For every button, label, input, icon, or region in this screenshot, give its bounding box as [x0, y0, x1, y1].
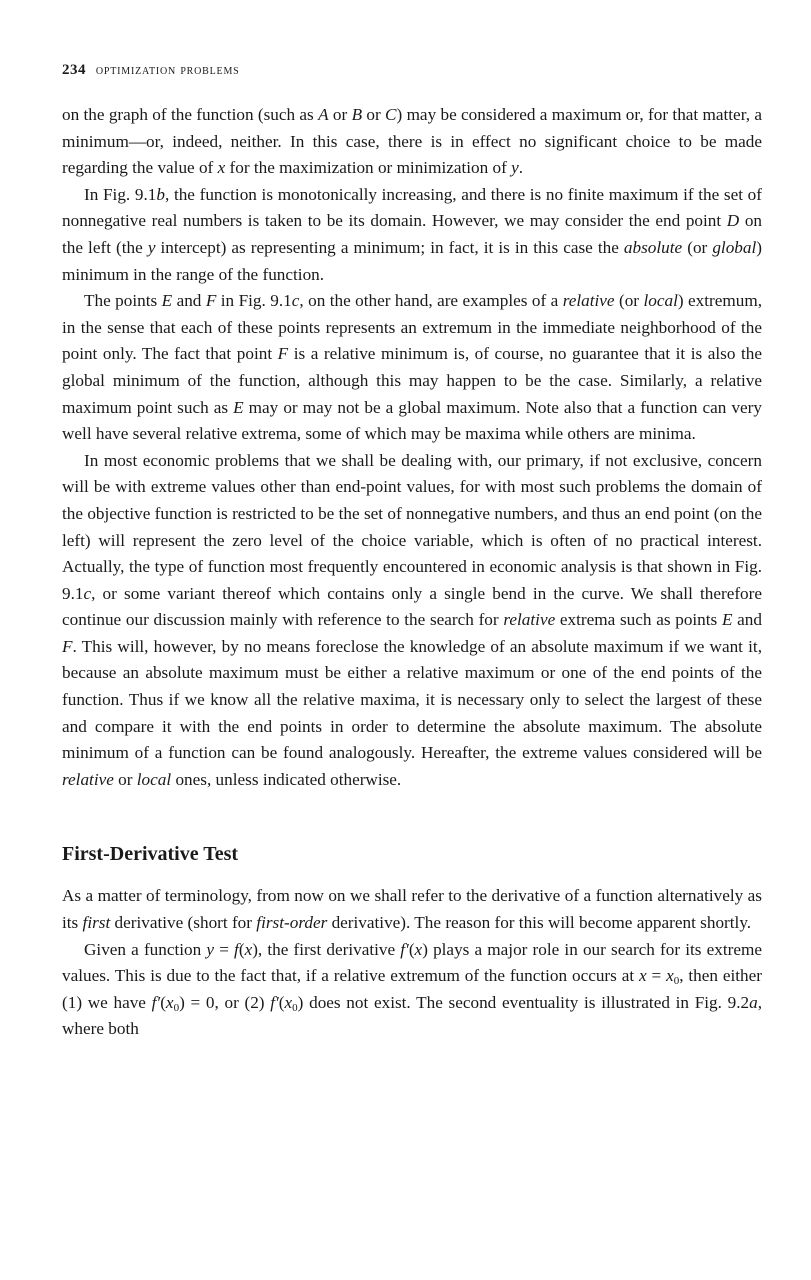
paragraph-s2: Given a function y = f(x), the first derivative f′(x) plays a major role in our search for its extreme values. This is due to the fact that, if a relative extremum of the function occurs at $x = x_0$, then either (1) we have $f'(x_0) = 0$, or (2) $f'(x_0)$ does not exist. The second eventuality is illustrated in Fig. 9.2a, where both: [62, 939, 763, 1039]
running-head: [62, 62, 762, 80]
paragraph-s1: As a matter of terminology, from now on we shall refer to the derivative of a function alternatively as its first derivative (short for first-order derivative). The reason for this will become apparent shortly.: [62, 886, 762, 933]
paragraph-p3: The points E and F in Fig. 9.1c, on the other hand, are examples of a relative (or local) extremum, in the sense that each of these points represents an extremum in the immediate neighborhood of the point only. The fact that point F is a relative minimum is, of course, no guarantee that it is also the global minimum of the function, although this may happen to be the case. Similarly, a relative maximum point such as E may or may not be a global maximum. Note also that a function can very well have several relative extrema, some of which may be maxima while others are minima.: [62, 291, 763, 444]
running-head-title: optimization problems: [95, 63, 240, 78]
book-page: [62, 62, 762, 1043]
paragraph-p4: In most economic problems that we shall be dealing with, our primary, if not exclusive, concern will be with extreme values other than end-point values, for with most such problems the domain of the objective function is restricted to be the set of nonnegative numbers, and thus an end point (on the left) will represent the zero level of the choice variable, which is often of no practical interest. Actually, the type of function most frequently encountered in economic analysis is that shown in Fig. 9.1c, or some variant thereof which contains only a single bend in the curve. We shall therefore continue our discussion mainly with reference to the search for relative extrema such as points E and F. This will, however, by no means foreclose the knowledge of an absolute maximum if we want it, because an absolute maximum must be either a relative maximum or one of the end points of the function. Thus if we know all the relative maxima, it is necessary only to select the largest of these and compare it with the end points in order to determine the absolute maximum. The absolute minimum of a function can be found analogously. Hereafter, the extreme values considered will be relative or local ones, unless indicated otherwise.: [62, 450, 762, 789]
paragraph-p2: In Fig. 9.1b, the function is monotonically increasing, and there is no finite maximum if the set of nonnegative real numbers is taken to be its domain. However, we may consider the end point D on the left (the y intercept) as representing a minimum; in fact, it is in this case the absolute (or global) minimum in the range of the function.: [62, 184, 763, 284]
section-heading: First-Derivative Test: [62, 843, 239, 866]
section-body-text: [62, 883, 762, 1043]
paragraph-p1: on the graph of the function (such as A or B or C) may be considered a maximum or, for that matter, a minimum—or, indeed, neither. In this case, there is in effect no significant choice to be made regarding the value of x for the maximization or minimization of y.: [62, 105, 762, 178]
body-text: [62, 102, 762, 793]
page-number: 234: [62, 62, 86, 78]
